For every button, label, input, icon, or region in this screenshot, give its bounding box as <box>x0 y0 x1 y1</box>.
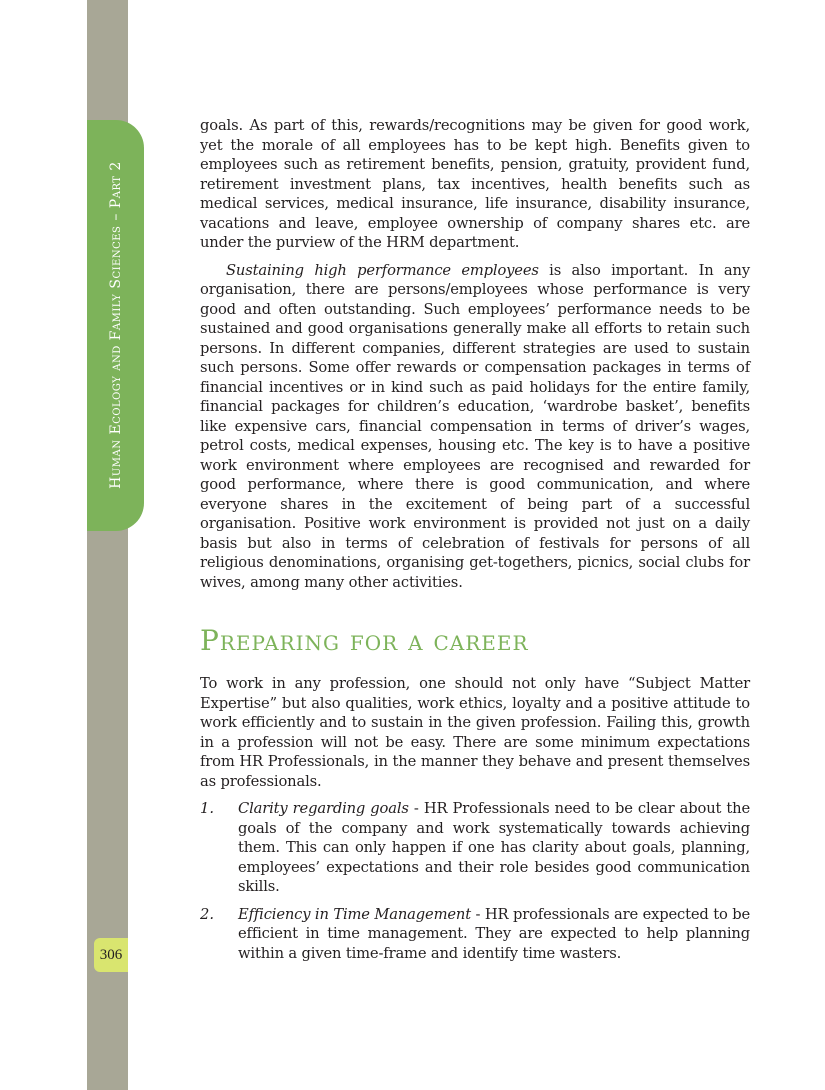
list-item-title: Efficiency in Time Management <box>238 905 471 923</box>
list-item-text <box>238 799 750 897</box>
main-content <box>200 116 750 971</box>
expectations-list <box>200 799 750 963</box>
paragraph-benefits: goals. As part of this, rewards/recognitions may be given for good work, yet the morale of all employees has to be kept high. Benefits given to employees such as retirement benefits, pension, gratuity, provident fund, retirement investment plans, tax incentives, health benefits such as medical services, medical insurance, life insurance, disability insurance, vacations and leave, employee ownership of company shares etc. are under the purview of the HRM department. <box>200 117 750 251</box>
list-item-title: Clarity regarding goals <box>238 800 409 817</box>
running-header-title: Human Ecology and Family Sciences – Part 2 <box>108 161 124 489</box>
page-number: 306 <box>94 938 128 972</box>
list-item <box>200 799 750 897</box>
section-intro: To work in any profession, one should not only have “Subject Matter Expertise” but also qualities, work ethics, loyalty and a positive attitude to work efficiently and to sustain in the given profession. Failing this, growth in a profession will not be easy. There are some minimum expectations from HR Professionals, in the manner they behave and present themselves as professionals. <box>200 675 750 790</box>
paragraph-sustaining <box>200 261 750 593</box>
paragraph-sustaining-rest: is also important. In any organisation, there are persons/employees whose performance is very good and often outstanding. Such employees’ performance needs to be sustained and good organisations generally make all efforts to retain such persons. In different companies, different strategies are used to sustain such persons. Some offer rewards or compensation packages in terms of financial incentives or in kind such as paid holidays for the entire family, financial packages for children’s education, ‘wardrobe basket’, benefits like expensive cars, financial compensation in terms of driver’s wages, petrol costs, medical expenses, housing etc. The key is to have a positive work environment where employees are recognised and rewarded for good performance, where there is good communication, and where everyone shares in the excitement of being part of a successful organisation. Positive work environment is provided not just on a daily basis but also in terms of celebration of festivals for persons of all religious denominations, organising get-togethers, picnics, social clubs for wives, among many other activities. <box>200 261 750 591</box>
paragraph-sustaining-lead: Sustaining high performance employees <box>226 261 539 279</box>
list-item-body: - HR professionals are expected to be efficient in time management. They are expected to help planning within a given time-frame and identify time wasters. <box>238 905 750 962</box>
list-item <box>200 905 750 964</box>
list-item-number: 1. <box>200 800 215 817</box>
list-item-number: 2. <box>200 905 215 923</box>
list-item-text <box>238 905 750 964</box>
list-item-body: - HR Professionals need to be clear about the goals of the company and work systematically towards achieving them. This can only happen if one has clarity about goals, planning, employees’ expectations and their role besides good communication skills. <box>238 800 750 895</box>
section-heading: Preparing for a career <box>200 624 529 657</box>
